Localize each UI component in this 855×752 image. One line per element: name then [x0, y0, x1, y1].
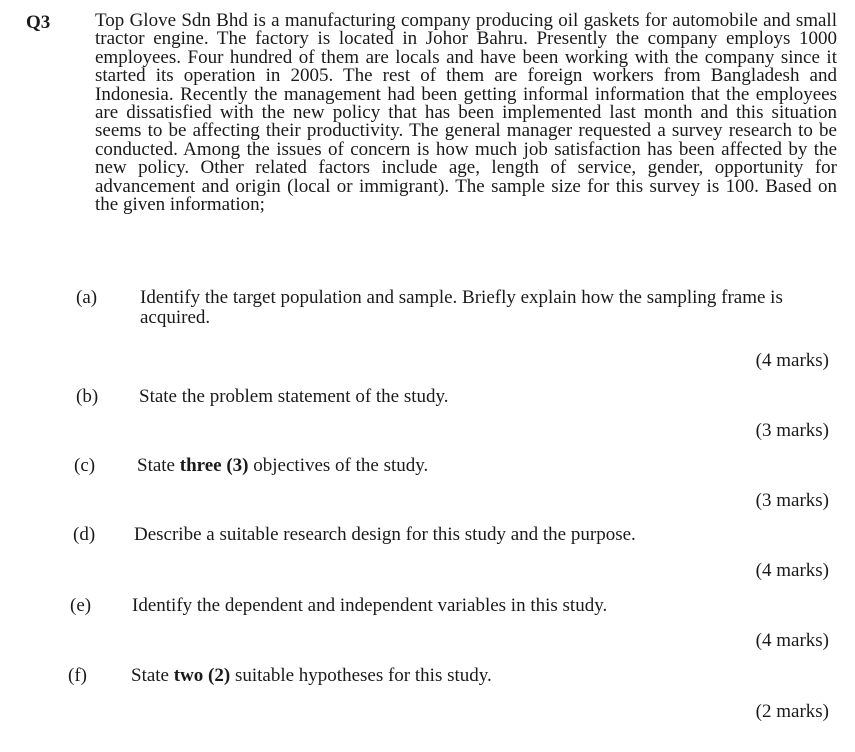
part-marks: (4 marks) [755, 350, 829, 371]
part-label: (b) [76, 386, 99, 407]
part-marks: (2 marks) [755, 701, 829, 722]
part-marks: (3 marks) [755, 490, 829, 511]
question-number: Q3 [26, 12, 51, 33]
part-label: (f) [68, 665, 87, 686]
part-label: (e) [70, 595, 92, 616]
part-label: (d) [73, 524, 96, 545]
part-text: State three (3) objectives of the study. [137, 455, 429, 476]
part-text: Describe a suitable research design for this study and the purpose. [134, 524, 636, 545]
part-label: (c) [74, 455, 96, 476]
part-text: Identify the dependent and independent variables in this study. [132, 595, 608, 616]
part-text: Identify the target population and sample. Briefly explain how the sampling frame is acquired. [140, 287, 783, 328]
part-text: State two (2) suitable hypotheses for this study. [131, 665, 492, 686]
part-text: State the problem statement of the study. [139, 386, 449, 407]
question-stem: Top Glove Sdn Bhd is a manufacturing company producing oil gaskets for automobile and small tractor engine. The factory is located in Johor Bahru. Presently the company employs 1000 employees. Four hundred of them are locals and have been working with the company since it started its operation in 2005. The rest of them are foreign workers from Bangladesh and Indonesia. Recently the management had been getting informal information that the employees are dissatisfied with the new policy that has been implemented last month and this situation seems to be affecting their productivity. The general manager requested a survey research to be conducted. Among the issues of concern is how much job satisfaction has been affected by the new policy. Other related factors include age, length of service, gender, opportunity for advancement and origin (local or immigrant). The sample size for this survey is 100. Based on the given information; [95, 10, 837, 216]
part-marks: (3 marks) [755, 420, 829, 441]
part-marks: (4 marks) [755, 560, 829, 581]
part-marks: (4 marks) [755, 630, 829, 651]
part-label: (a) [76, 287, 98, 308]
